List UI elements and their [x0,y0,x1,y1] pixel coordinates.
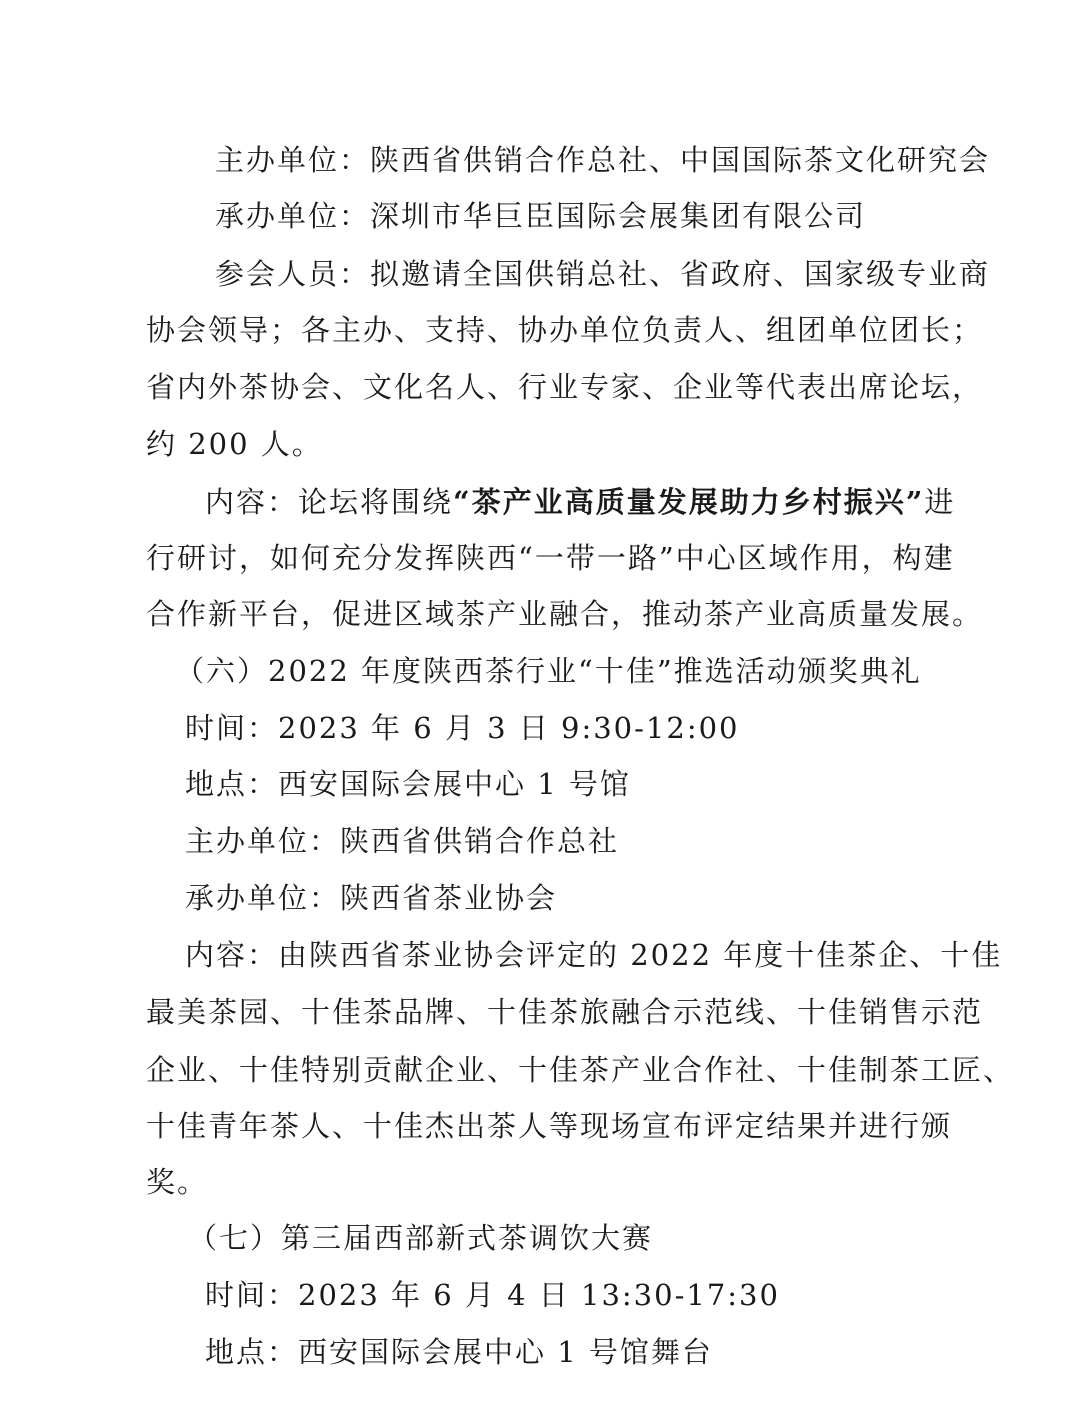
text-line [215,254,1005,294]
line-text: 行研讨，如何充分发挥陕西“一带一路”中心区域作用，构建 [146,541,955,575]
line-text: 省内外茶协会、文化名人、行业专家、企业等代表出席论坛， [146,370,984,404]
line-text: 时间：2023 年 6 月 4 日 13:30-17:30 [205,1278,780,1312]
line-text: 约 200 人。 [146,427,323,461]
text-line [146,1050,1015,1090]
text-line [185,878,975,918]
text-line [146,367,984,407]
text-line [185,764,975,804]
line-text: 内容：由陕西省茶业协会评定的 2022 年度十佳茶企、十佳 [185,938,1003,972]
text-line [185,935,1003,975]
line-text: 进 [924,485,956,519]
text-line [146,1106,953,1146]
line-text: 地点：西安国际会展中心 1 号馆 [185,767,631,801]
line-text: 承办单位：陕西省茶业协会 [185,881,558,915]
line-text: 协会领导；各主办、支持、协办单位负责人、组团单位团长； [146,313,984,347]
section-heading [175,651,965,691]
text-line [146,310,984,350]
line-text: 奖。 [146,1165,209,1199]
section-heading [188,1218,978,1258]
line-text: 十佳青年茶人、十佳杰出茶人等现场宣布评定结果并进行颁 [146,1109,953,1143]
line-text: （六）2022 年度陕西茶行业“十佳”推选活动颁奖典礼 [175,654,922,688]
line-text: 内容：论坛将围绕 [205,485,454,519]
text-line [205,1275,995,1315]
text-line [146,1162,936,1202]
text-line [205,482,995,522]
line-text: 最美茶园、十佳茶品牌、十佳茶旅融合示范线、十佳销售示范 [146,995,984,1029]
text-line [215,140,1005,180]
text-line [146,992,984,1032]
line-text: 合作新平台，促进区域茶产业融合，推动茶产业高质量发展。 [146,597,984,631]
text-line [146,424,936,464]
line-text: 时间：2023 年 6 月 3 日 9:30-12:00 [185,711,740,745]
text-line [146,538,955,578]
text-line [185,821,975,861]
line-text: 主办单位：陕西省供销合作总社、中国国际茶文化研究会 [215,143,991,177]
line-text: 参会人员：拟邀请全国供销总社、省政府、国家级专业商 [215,257,991,291]
text-line [185,708,975,748]
emphasis-text: “茶产业高质量发展助力乡村振兴” [453,485,925,519]
text-line [146,594,984,634]
text-line [215,196,1005,236]
line-text: 企业、十佳特别贡献企业、十佳茶产业合作社、十佳制茶工匠、 [146,1053,1015,1087]
line-text: 主办单位：陕西省供销合作总社 [185,824,620,858]
line-text: 地点：西安国际会展中心 1 号馆舞台 [205,1335,713,1369]
line-text: 承办单位：深圳市华巨臣国际会展集团有限公司 [215,199,867,233]
text-line [205,1332,995,1372]
line-text: （七）第三届西部新式茶调饮大赛 [188,1221,654,1255]
